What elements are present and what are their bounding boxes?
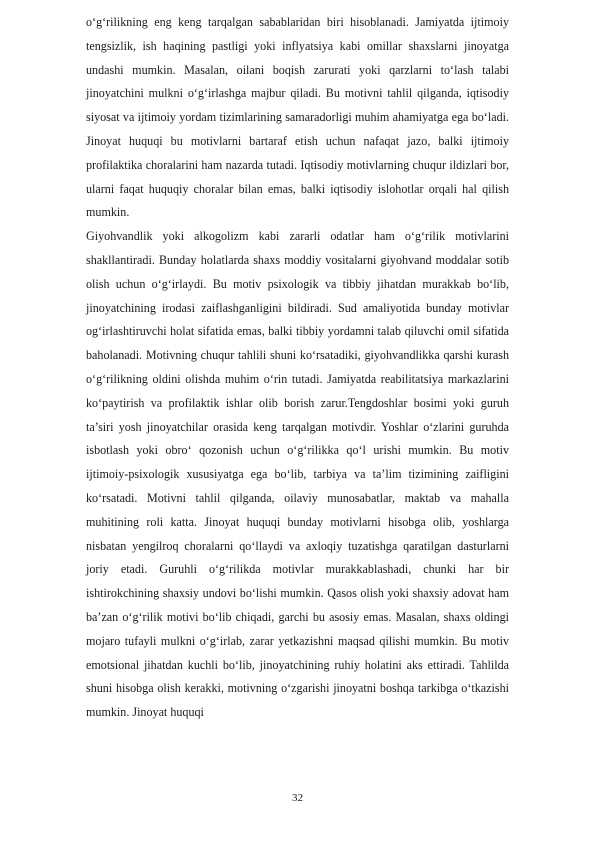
page-number: 32 bbox=[292, 792, 303, 804]
paragraph-1: o‘g‘rilikning eng keng tarqalgan sabablaridan biri hisoblanadi. Jamiyatda ijtimoiy tengsizlik, ish haqining pastligi yoki inflyatsiya kabi omillar shaxslarni jinoyatga undashi mumkin. Masalan, oilani boqish zarurati yoki qarzlarni to‘lash talabi jinoyatchini mulkni o‘g‘irlashga majbur qiladi. Bu motivni tahlil qilganda, iqtisodiy siyosat va ijtimoiy yordam tizimlarining samaradorligi muhim ahamiyatga ega bo‘ladi. Jinoyat huquqi bu motivlarni bartaraf etish uchun nafaqat jazo, balki ijtimoiy profilaktika choralarini ham nazarda tutadi. Iqtisodiy motivlarning chuqur ildizlari bor, ularni faqat huquqiy choralar bilan emas, balki iqtisodiy islohotlar orqali hal qilish mumkin. bbox=[86, 15, 509, 220]
paragraph-2: Giyohvandlik yoki alkogolizm kabi zararli odatlar ham o‘g‘rilik motivlarini shakllantiradi. Bunday holatlarda shaxs moddiy vositalarni giyohvand moddalar sotib olish uchun o‘g‘irlaydi. Bu motiv psixologik va tibbiy jihatdan murakkab bo‘lib, jinoyatchining irodasi zaiflashganligini bildiradi. Sud amaliyotida bunday motivlar og‘irlashtiruvchi holat sifatida emas, balki tibbiy yordamni talab qiluvchi omil sifatida baholanadi. Motivning chuqur tahlili shuni ko‘rsatadiki, giyohvandlikka qarshi kurash o‘g‘rilikning oldini olishda muhim o‘rin tutadi. Jamiyatda reabilitatsiya markazlarini ko‘paytirish va profilaktik ishlar olib borish zarur.Tengdoshlar bosimi yoki guruh ta’siri yosh jinoyatchilar orasida keng tarqalgan motivdir. Yoshlar o‘zlarini guruhda isbotlash yoki obro‘ qozonish uchun o‘g‘rilikka qo‘l urishi mumkin. Bu motiv ijtimoiy-psixologik xususiyatga ega bo‘lib, tarbiya va ta’lim tizimining zaifligini ko‘rsatadi. Motivni tahlil qilganda, oilaviy munosabatlar, maktab va mahalla muhitining roli katta. Jinoyat huquqi bunday motivlarni hisobga olib, yoshlarga nisbatan yengilroq choralarni qo‘llaydi va axloqiy tuzatishga qaratilgan dasturlarni joriy etadi. Guruhli o‘g‘rilikda motivlar murakkablashadi, chunki har bir ishtirokchining shaxsiy undovi bo‘lishi mumkin. Qasos olish yoki shaxsiy adovat ham ba’zan o‘g‘rilik motivi bo‘lib chiqadi, garchi bu asosiy emas. Masalan, shaxs oldingi mojaro tufayli mulkni o‘g‘irlab, zarar yetkazishni maqsad qilishi mumkin. Bu motiv emotsional jihatdan kuchli bo‘lib, jinoyatchining ruhiy holatini aks ettiradi. Tahlilda shuni hisobga olish kerakki, motivning o‘zgarishi jinoyatni boshqa tarkibga o‘tkazishi mumkin. Jinoyat huquqi bbox=[86, 229, 509, 720]
body-text bbox=[86, 11, 509, 725]
